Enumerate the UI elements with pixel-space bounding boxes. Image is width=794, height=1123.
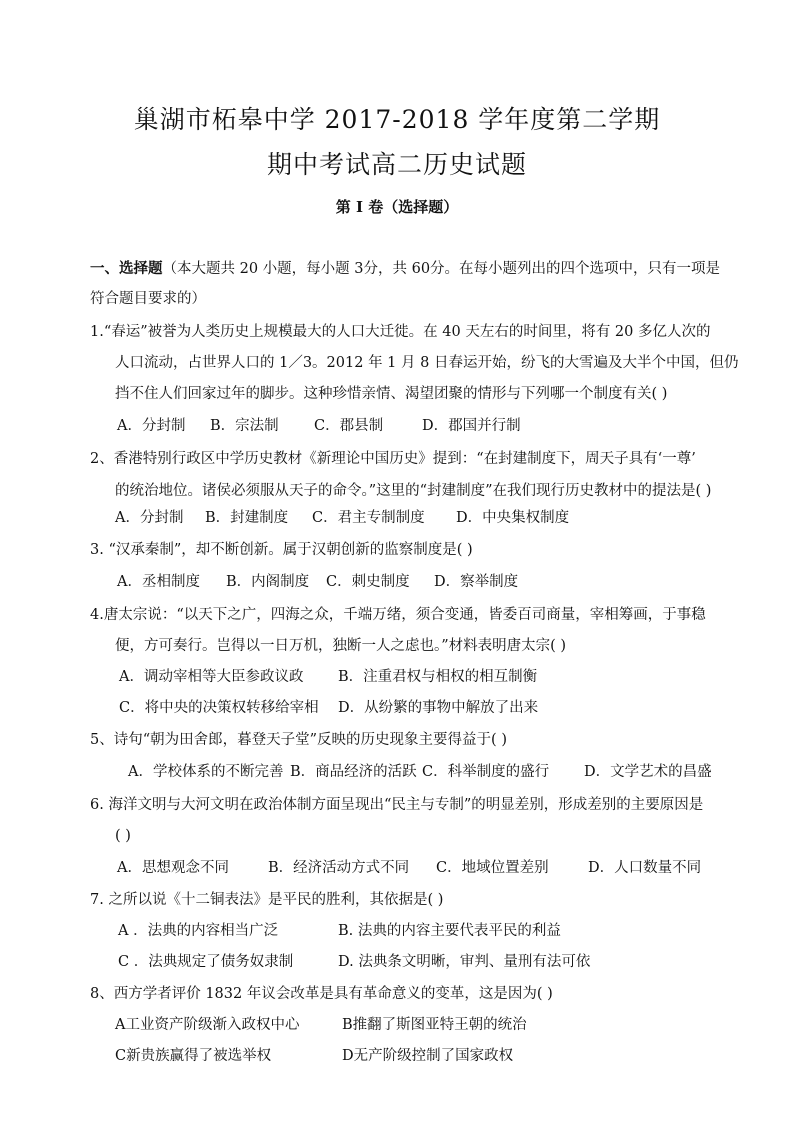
option-a: A．分封制 <box>115 510 184 526</box>
question-stem: 挡不住人们回家过年的脚步。这种珍惜亲情、渴望团聚的情形与下列哪一个制度有关( ) <box>115 386 668 402</box>
question-stem: 2、香港特别行政区中学历史教材《新理论中国历史》提到：“在封建制度下，周天子具有‘一尊’ <box>90 451 696 467</box>
section-title: 第 I 卷（选择题） <box>335 198 459 216</box>
option-b: B．内阁制度 <box>226 574 310 590</box>
option-a: A ．法典的内容相当广泛 <box>118 923 279 939</box>
option-b: B．封建制度 <box>205 510 289 526</box>
option-d: D．从纷繁的事物中解放了出来 <box>338 700 539 716</box>
option-b: B．商品经济的活跃 <box>290 764 417 780</box>
question-stem: 8、西方学者评价 1832 年议会改革是具有革命意义的变革，这是因为( ) <box>90 986 553 1002</box>
option-b: B推翻了斯图亚特王朝的统治 <box>342 1017 527 1033</box>
exam-title: 巢湖市柘皋中学 2017-2018 学年度第二学期 <box>133 105 661 134</box>
option-b: B. 法典的内容主要代表平民的利益 <box>338 923 561 939</box>
question-stem: 3. “汉承秦制”，却不断创新。属于汉朝创新的监察制度是( ) <box>90 542 473 558</box>
question-stem: 6. 海洋文明与大河文明在政治体制方面呈现出“民主与专制”的明显差别，形成差别的主要原因是 <box>90 797 704 813</box>
option-a: A．调动宰相等大臣参政议政 <box>119 669 304 685</box>
option-b: B．注重君权与相权的相互制衡 <box>338 669 538 685</box>
question-stem: 7. 之所以说《十二铜表法》是平民的胜利，其依据是( ) <box>90 892 444 908</box>
question-stem: 的统治地位。诸侯必须服从天子的命令。”这里的“封建制度”在我们现行历史教材中的提法是( ) <box>115 483 712 499</box>
question-stem: 便，方可奏行。岂得以一日万机，独断一人之虑也。”材料表明唐太宗( ) <box>115 638 567 654</box>
option-d: D无产阶级控制了国家政权 <box>342 1048 514 1064</box>
option-d: D．郡国并行制 <box>422 418 521 434</box>
instruction-line <box>90 259 720 279</box>
option-a: A．丞相制度 <box>117 574 200 590</box>
option-c: C．地域位置差别 <box>436 860 549 876</box>
option-d: D．文学艺术的昌盛 <box>584 764 712 780</box>
option-d: D．察举制度 <box>434 574 519 590</box>
instruction-label: 一、选择题 <box>90 260 163 277</box>
option-a: A．分封制 <box>117 418 186 434</box>
question-stem: 5、诗句“朝为田舍郎，暮登天子堂”反映的历史现象主要得益于( ) <box>90 732 507 748</box>
option-a: A．思想观念不同 <box>117 860 229 876</box>
option-a: A工业资产阶级渐入政权中心 <box>115 1017 300 1033</box>
option-c: C．将中央的决策权转移给宰相 <box>119 700 319 716</box>
option-a: A．学校体系的不断完善 <box>128 764 284 780</box>
option-c: C．君主专制制度 <box>312 510 425 526</box>
option-b: B．宗法制 <box>210 418 279 434</box>
instruction-text: （本大题共 20 小题，每小题 3分，共 60分。在每小题列出的四个选项中，只有一项是 <box>162 261 721 277</box>
option-d: D．人口数量不同 <box>588 860 702 876</box>
option-c: C新贵族赢得了被选举权 <box>115 1048 272 1064</box>
exam-subtitle: 期中考试高二历史试题 <box>266 150 527 179</box>
option-d: D. 法典条文明晰，审判、量刑有法可依 <box>338 954 591 970</box>
option-d: D．中央集权制度 <box>456 510 570 526</box>
question-stem: 1.“春运”被誉为人类历史上规模最大的人口大迁徙。在 40 天左右的时间里，将有 20 多亿人次的 <box>90 324 711 340</box>
option-c: C．刺史制度 <box>326 574 410 590</box>
question-stem: ( ) <box>115 828 131 844</box>
instruction-line-2: 符合题目要求的） <box>90 291 206 307</box>
option-b: B．经济活动方式不同 <box>268 860 410 876</box>
question-stem: 4.唐太宗说：“以天下之广，四海之众，千端万绪，须合变通，皆委百司商量，宰相筹画，于事稳 <box>90 607 706 623</box>
question-stem: 人口流动，占世界人口的 1／3。2012 年 1 月 8 日春运开始，纷飞的大雪遍及大半个中国，但仍 <box>115 355 739 371</box>
option-c: C．科举制度的盛行 <box>422 764 550 780</box>
option-c: C ．法典规定了债务奴隶制 <box>118 954 294 970</box>
option-c: C．郡县制 <box>314 418 384 434</box>
